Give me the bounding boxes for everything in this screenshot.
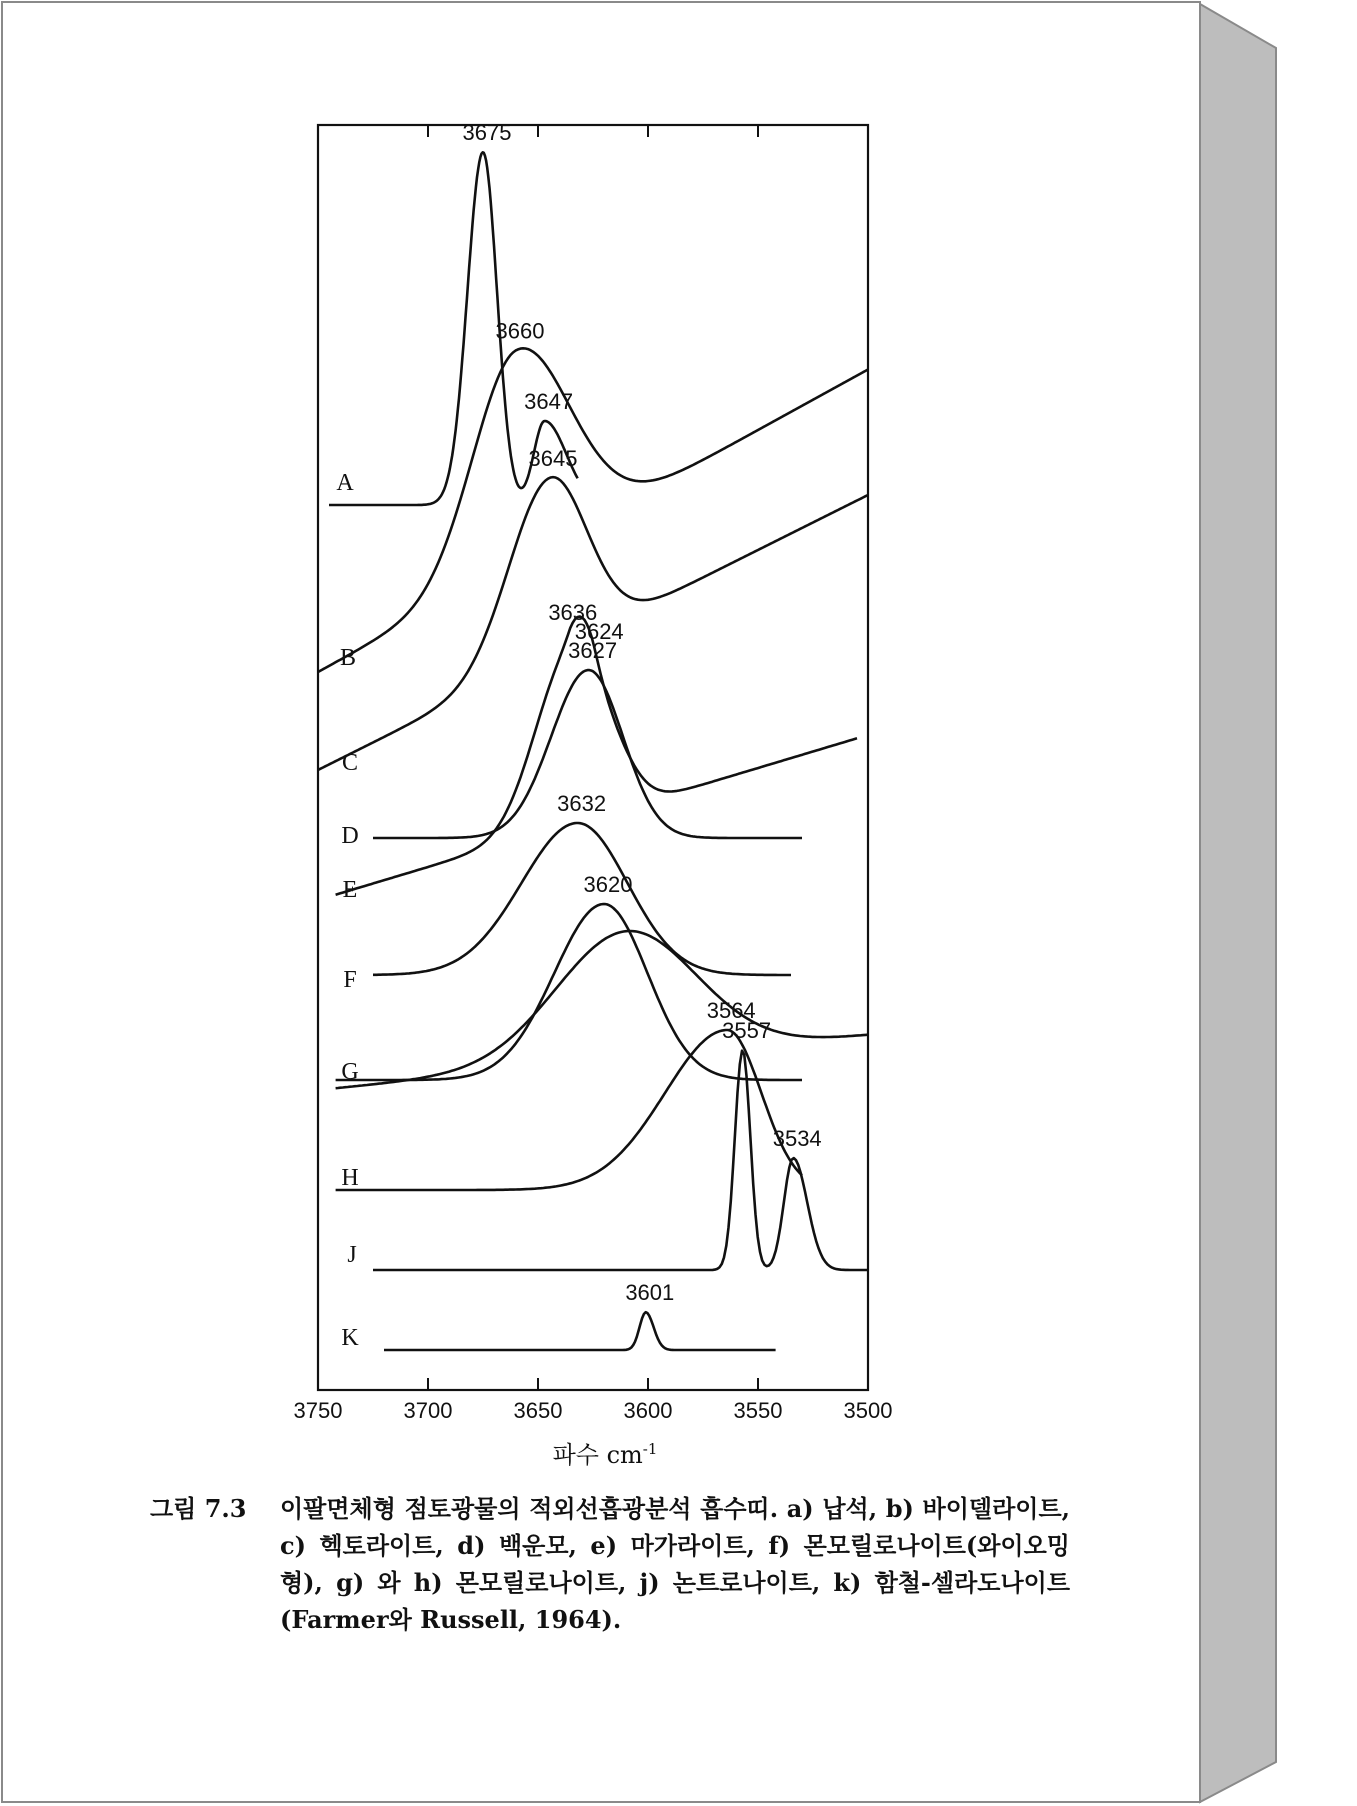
- peak-label: 3534: [772, 1126, 822, 1151]
- series-label: F: [343, 967, 357, 993]
- series-label: J: [347, 1242, 357, 1268]
- series-label: H: [341, 1165, 359, 1191]
- caption-text: 이팔면체형 점토광물의 적외선흡광분석 흡수띠. a) 납석, b) 바이델라이트, c) 헥토라이트, d) 백운모, e) 마가라이트, f) 몬모릴로나이트(와이오밍 형), g) 와 h) 몬모릴로나이트, j) 논트로나이트, k) 함철-셀라도나이트 (Farmer와 Russell, 1964).: [280, 1494, 1070, 1634]
- peak-label: 3624: [574, 619, 624, 645]
- x-tick-label: 3700: [403, 1398, 453, 1423]
- peak-label: 3601: [625, 1280, 675, 1306]
- peak-label: 3675: [462, 120, 512, 146]
- x-tick-label: 3550: [733, 1398, 783, 1423]
- peak-label: 3620: [583, 872, 633, 897]
- peak-label: 3647: [524, 388, 574, 414]
- peak-label: 3557: [722, 1018, 772, 1043]
- series-label: A: [336, 470, 354, 496]
- series-label: E: [342, 877, 358, 903]
- series-label: D: [341, 823, 359, 849]
- x-axis-title-sup: -1: [642, 1440, 658, 1458]
- figure-caption: [150, 1490, 1070, 1638]
- caption-label: 그림 7.3: [150, 1494, 247, 1523]
- peak-label: 3627: [568, 638, 618, 663]
- x-axis-title: [480, 1435, 730, 1470]
- series-label: C: [341, 750, 359, 776]
- x-tick-label: 3750: [293, 1398, 343, 1423]
- peak-label: 3636: [548, 600, 598, 626]
- peak-label: 3660: [495, 318, 545, 344]
- x-tick-label: 3600: [623, 1398, 673, 1423]
- x-axis-title-text: 파수 cm: [552, 1441, 643, 1469]
- peak-label: 3632: [557, 791, 607, 816]
- peak-label: 3645: [528, 446, 578, 472]
- x-tick-label: 3500: [843, 1398, 893, 1423]
- page-side-shadow: [1200, 4, 1276, 1802]
- peak-label: 3564: [706, 998, 756, 1023]
- series-label: B: [339, 645, 357, 671]
- series-label: K: [341, 1325, 359, 1351]
- series-label: G: [341, 1059, 359, 1085]
- x-tick-label: 3650: [513, 1398, 563, 1423]
